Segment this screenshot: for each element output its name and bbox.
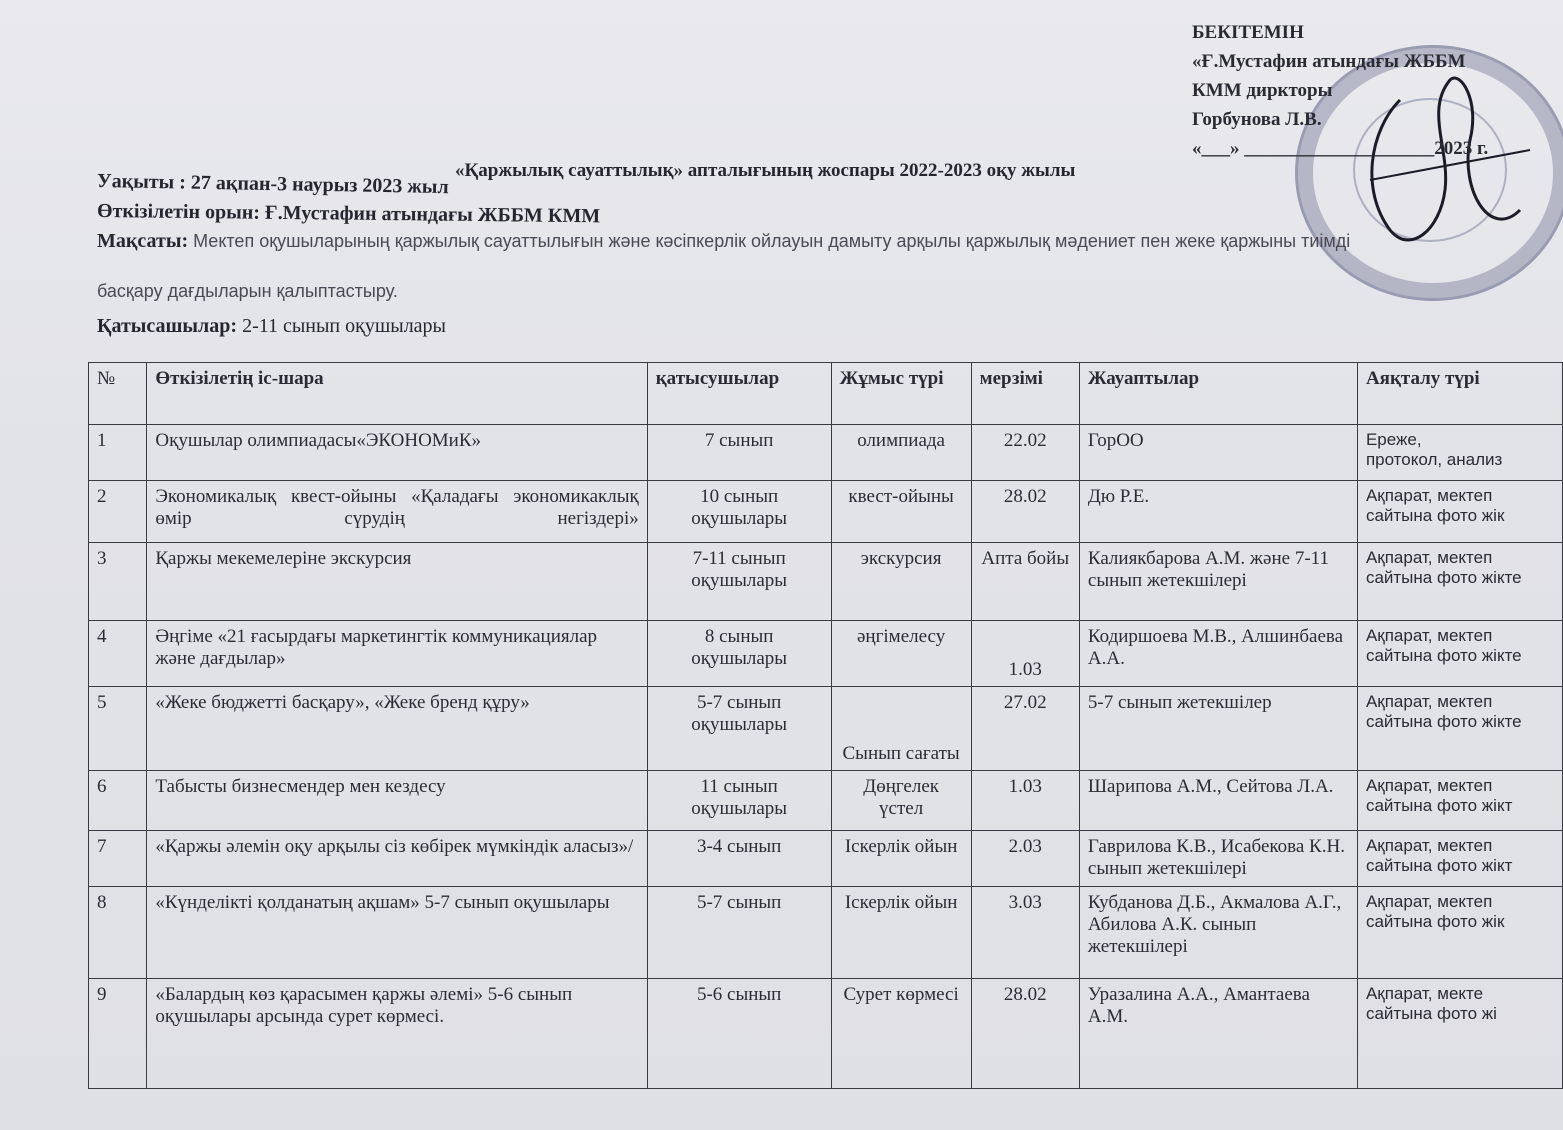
header-type: Жұмыс түрі — [831, 363, 971, 425]
cell-responsible: Калиякбарова А.М. және 7-11 сынып жетекшілері — [1079, 543, 1357, 621]
table-row — [89, 771, 1563, 831]
cell-num: 7 — [89, 831, 147, 887]
cell-participants: 11 сынып оқушылары — [647, 771, 831, 831]
cell-responsible: Уразалина А.А., Амантаева А.М. — [1079, 979, 1357, 1089]
cell-event: Әңгіме «21 ғасырдағы маркетингтік коммуникациялар және дағдылар» — [147, 621, 647, 687]
goal-line-2 — [97, 280, 398, 303]
cell-event: «Жеке бюджетті басқару», «Жеке бренд құру» — [147, 687, 647, 771]
table-header-row — [89, 363, 1563, 425]
table-row — [89, 979, 1563, 1089]
cell-num: 2 — [89, 481, 147, 543]
cell-date: Апта бойы — [971, 543, 1079, 621]
header-end: Аяқталу түрі — [1357, 363, 1562, 425]
cell-date: 3.03 — [971, 887, 1079, 979]
cell-responsible: Кубданова Д.Б., Акмалова А.Г., Абилова А.К. сынып жетекшілері — [1079, 887, 1357, 979]
cell-event: «Қаржы әлемін оқу арқылы сіз көбірек мүмкіндік аласыз»/ — [147, 831, 647, 887]
cell-type: Сынып сағаты — [831, 687, 971, 771]
approval-name: Горбунова Л.В. — [1192, 109, 1322, 130]
goal-label: Мақсаты: — [97, 230, 189, 252]
cell-end: Ақпарат, мектеп сайтына фото жік — [1357, 481, 1562, 543]
cell-responsible: Шарипова А.М., Сейтова Л.А. — [1079, 771, 1357, 831]
approval-block — [1192, 18, 1488, 163]
cell-num: 9 — [89, 979, 147, 1089]
table-row — [89, 425, 1563, 481]
goal-value: Мектеп оқушыларының қаржылық сауаттылығын және кәсіпкерлік ойлауын дамыту арқылы қаржылық мәдениет пен жеке қаржыны тиімді — [188, 231, 1351, 251]
header-participants: қатысушылар — [647, 363, 831, 425]
cell-num: 1 — [89, 425, 147, 481]
cell-num: 5 — [89, 687, 147, 771]
cell-type: квест-ойыны — [831, 481, 971, 543]
cell-end: Ақпарат, мектеп сайтына фото жікте — [1357, 621, 1562, 687]
cell-type: әңгімелесу — [831, 621, 971, 687]
cell-responsible: 5-7 сынып жетекшілер — [1079, 687, 1357, 771]
cell-date: 2.03 — [971, 831, 1079, 887]
header-event: Өткізілетің іс-шара — [147, 363, 647, 425]
cell-end: Ақпарат, мектеп сайтына фото жікт — [1357, 831, 1562, 887]
cell-participants: 5-7 сынып оқушылары — [647, 687, 831, 771]
cell-event: Экономикалық квест-ойыны «Қаладағы экономикаклық өмір сүрудің негіздері» — [147, 481, 647, 543]
cell-date: 1.03 — [971, 621, 1079, 687]
cell-num: 4 — [89, 621, 147, 687]
cell-num: 8 — [89, 887, 147, 979]
plan-title: «Қаржылық сауаттылық» апталығының жоспары 2022-2023 оқу жылы — [455, 160, 1076, 181]
cell-end: Ереже, протокол, анализ — [1357, 425, 1562, 481]
table-row — [89, 621, 1563, 687]
cell-event: Оқушылар олимпиадасы«ЭКОНОМиК» — [147, 425, 647, 481]
cell-responsible: Кодиршоева М.В., Алшинбаева А.А. — [1079, 621, 1357, 687]
cell-date: 28.02 — [971, 979, 1079, 1089]
time-value: 27 ақпан-3 наурыз 2023 жыл — [185, 171, 449, 199]
cell-end: Ақпарат, мекте сайтына фото жі — [1357, 979, 1562, 1089]
cell-type: Дөңгелек үстел — [831, 771, 971, 831]
cell-participants: 8 сынып оқушылары — [647, 621, 831, 687]
cell-end: Ақпарат, мектеп сайтына фото жікте — [1357, 543, 1562, 621]
cell-participants: 5-7 сынып — [647, 887, 831, 979]
plan-table — [88, 362, 1563, 1089]
cell-date: 28.02 — [971, 481, 1079, 543]
participants-value: 2-11 сынып оқушылары — [237, 315, 446, 337]
cell-responsible: ГорОО — [1079, 425, 1357, 481]
cell-date: 1.03 — [971, 771, 1079, 831]
cell-end: Ақпарат, мектеп сайтына фото жікте — [1357, 687, 1562, 771]
header-responsible: Жауаптылар — [1079, 363, 1357, 425]
cell-participants: 10 сынып оқушылары — [647, 481, 831, 543]
place-label: Өткізілетін орын: — [96, 200, 261, 224]
approval-title: БЕКІТЕМІН — [1192, 22, 1304, 43]
table-row — [89, 687, 1563, 771]
goal-value-2: басқару дағдыларын қалыптастыру. — [97, 281, 398, 301]
table-row — [89, 887, 1563, 979]
participants-label: Қатысашылар: — [97, 315, 238, 337]
cell-event: «Балардың көз қарасымен қаржы әлемі» 5-6 сынып оқушылары арсында сурет көрмесі. — [147, 979, 647, 1089]
cell-responsible: Дю Р.Е. — [1079, 481, 1357, 543]
cell-event: «Күнделікті қолданатың ақшам» 5-7 сынып оқушылары — [147, 887, 647, 979]
approval-date: «___» ____________________2023 г. — [1192, 138, 1489, 159]
cell-event: Табысты бизнесмендер мен кездесу — [147, 771, 647, 831]
cell-type: Сурет көрмесі — [831, 979, 971, 1089]
cell-type: олимпиада — [831, 425, 971, 481]
approval-position: КММ диркторы — [1192, 80, 1333, 101]
cell-num: 6 — [89, 771, 147, 831]
cell-num: 3 — [89, 543, 147, 621]
table-row — [89, 481, 1563, 543]
cell-end: Ақпарат, мектеп сайтына фото жік — [1357, 887, 1562, 979]
cell-type: экскурсия — [831, 543, 971, 621]
place-value: Ғ.Мустафин атындағы ЖББМ КММ — [259, 201, 601, 228]
cell-end: Ақпарат, мектеп сайтына фото жікт — [1357, 771, 1562, 831]
cell-participants: 7-11 сынып оқушылары — [647, 543, 831, 621]
cell-date: 27.02 — [971, 687, 1079, 771]
participants-line — [97, 315, 446, 338]
goal-line — [97, 230, 1557, 253]
table-row — [89, 831, 1563, 887]
header-date: мерзімі — [971, 363, 1079, 425]
table-row — [89, 543, 1563, 621]
cell-responsible: Гаврилова К.В., Исабекова К.Н. сынып жетекшілері — [1079, 831, 1357, 887]
approval-school: «Ғ.Мустафин атындағы ЖББМ — [1192, 51, 1466, 72]
header-num: № — [89, 363, 147, 425]
cell-participants: 7 сынып — [647, 425, 831, 481]
cell-type: Іскерлік ойын — [831, 831, 971, 887]
cell-participants: 3-4 сынып — [647, 831, 831, 887]
time-label: Уақыты : — [96, 170, 187, 194]
cell-date: 22.02 — [971, 425, 1079, 481]
cell-type: Іскерлік ойын — [831, 887, 971, 979]
cell-participants: 5-6 сынып — [647, 979, 831, 1089]
cell-event: Қаржы мекемелеріне экскурсия — [147, 543, 647, 621]
